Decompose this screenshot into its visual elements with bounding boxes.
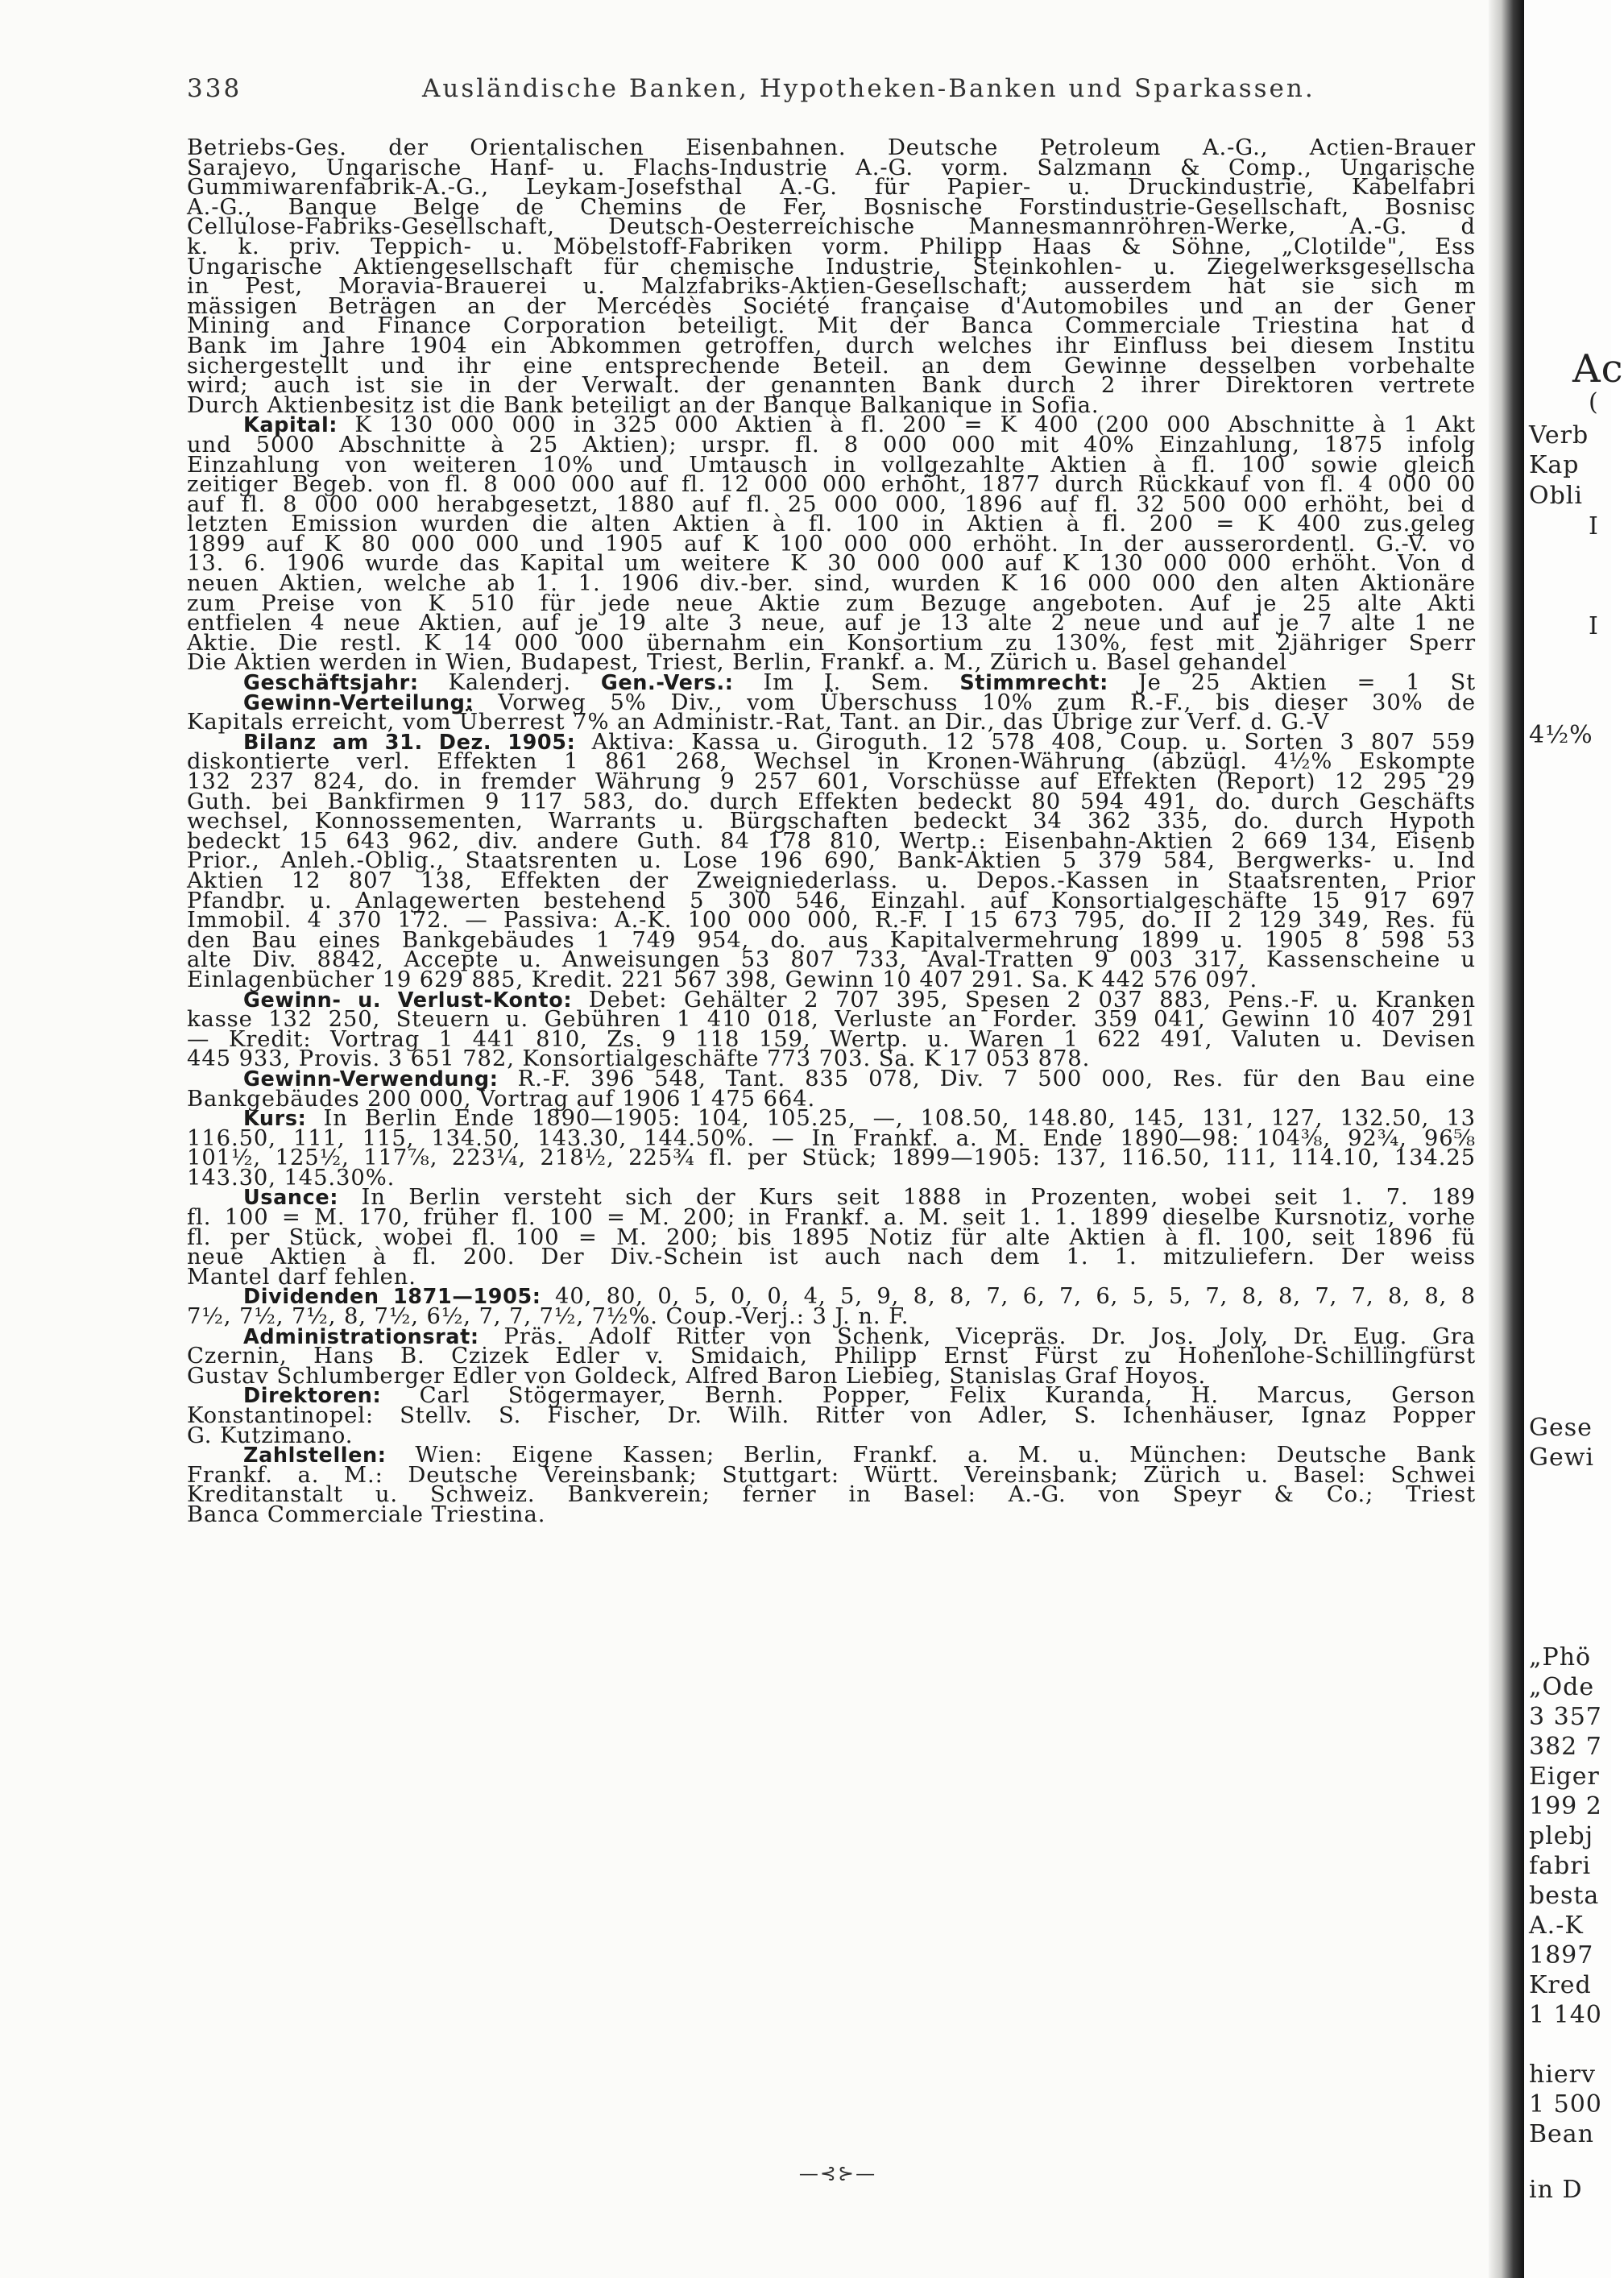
next-page-fragment: I — [1589, 612, 1599, 640]
next-page-fragment: Ac — [1572, 346, 1624, 391]
text-line: wechsel, Konnossementen, Warrants u. Bürgschaften bedeckt 34 362 335, do. durch Hypoth — [187, 809, 1476, 835]
text-line: 132 237 824, do. in fremder Währung 9 257 601, Vorschüsse auf Effekten (Report) 12 295 29 — [187, 769, 1476, 794]
text-line: Konstantinopel: Stellv. S. Fischer, Dr. Wilh. Ritter von Adler, S. Ichenhäuser, Ignaz Popper — [187, 1403, 1476, 1428]
stimmrecht-text: Je 25 Aktien = 1 St — [1108, 670, 1477, 696]
section-label: Gewinn- u. Verlust-Konto: — [243, 988, 573, 1013]
section-text: Aktiva: Kassa u. Giroguth. 12 578 408, Coup. u. Sorten 3 807 559 — [575, 729, 1476, 755]
text-line: letzten Emission wurden die alten Aktien à fl. 100 in Aktien à fl. 200 = K 400 zus.geleg — [187, 512, 1476, 537]
book-page — [187, 66, 1476, 2241]
text-line: Betriebs-Ges. der Orientalischen Eisenbahnen. Deutsche Petroleum A.-G., Actien-Brauer — [187, 135, 1476, 160]
text-line: k. k. priv. Teppich- u. Möbelstoff-Fabriken vorm. Philipp Haas & Söhne, „Clotilde", Ess — [187, 234, 1476, 259]
text-line: Die Aktien werden in Wien, Budapest, Triest, Berlin, Frankf. a. M., Zürich u. Basel gehandel — [187, 650, 1287, 676]
text-line: Bankgebäudes 200 000, Vortrag auf 1906 1 475 664. — [187, 1086, 816, 1112]
section-label: Kurs: — [243, 1107, 307, 1132]
next-page-fragment: plebj — [1529, 1822, 1594, 1850]
text-line: 13. 6. 1906 wurde das Kapital um weitere K 30 000 000 auf K 130 000 000 erhöht. Von d — [187, 551, 1476, 577]
next-page-fragment: 4½% — [1529, 721, 1593, 749]
section-label: Direktoren: — [243, 1384, 382, 1409]
section-text: Präs. Adolf Ritter von Schenk, Vicepräs. Dr. Jos. Joly, Dr. Eug. Gra — [478, 1323, 1476, 1349]
next-page-fragment: Gese — [1529, 1414, 1593, 1442]
text-line: Gustav Schlumberger Edler von Goldeck, Alfred Baron Liebieg, Stanislas Graf Hoyos. — [187, 1363, 1207, 1389]
next-page-fragment: 199 2 — [1529, 1792, 1602, 1820]
page-number: 338 — [187, 74, 242, 103]
geschaeftsjahr-text: Kalenderj. — [418, 670, 571, 696]
next-page-fragment: ( — [1589, 388, 1599, 416]
section-label: Kapital: — [243, 413, 338, 438]
book-spine-shadow — [1489, 0, 1524, 2278]
section-label: Gewinn-Verteilung: — [243, 690, 474, 715]
text-line: Cellulose-Fabriks-Gesellschaft, Deutsch-Oesterreichische Mannesmannröhren-Werke, A.-G. d — [187, 214, 1476, 240]
next-page-fragment: 1897 — [1529, 1941, 1594, 1969]
text-line: kasse 132 250, Steuern u. Gebühren 1 410 018, Verluste an Forder. 359 041, Gewinn 10 407 291 — [187, 1007, 1476, 1033]
text-line: fl. 100 = M. 170, früher fl. 100 = M. 200; in Frankf. a. M. seit 1. 1. 1899 dieselbe Kursnotiz, vorhe — [187, 1205, 1476, 1231]
text-line: fl. per Stück, wobei fl. 100 = M. 200; bis 1895 Notiz für alte Aktien à fl. 100, seit 1896 fü — [187, 1224, 1476, 1250]
text-line: auf fl. 8 000 000 herabgesetzt, 1880 auf fl. 25 000 000, 1896 auf fl. 32 500 000 erhöht, bei d — [187, 491, 1476, 517]
section-label: Zahlstellen: — [243, 1443, 387, 1468]
text-line: neue Aktien à fl. 200. Der Div.-Schein ist auch nach dem 1. 1. mitzuliefern. Der weiss — [187, 1245, 1476, 1270]
section-label: Usance: — [243, 1186, 339, 1211]
next-page-fragment: Obli — [1529, 482, 1583, 510]
next-page-fragment: „Ode — [1529, 1673, 1595, 1701]
text-line: Bank im Jahre 1904 ein Abkommen getroffen, durch welches ihr Einfluss bei diesem Institu — [187, 333, 1476, 358]
next-page-fragment: Verb — [1529, 421, 1589, 449]
section-label: Administrationsrat: — [243, 1324, 479, 1349]
next-page-fragment: Eiger — [1529, 1762, 1600, 1791]
text-line: A.-G., Banque Belge de Chemins de Fer, Bosnische Forstindustrie-Gesellschaft, Bosnisc — [187, 194, 1476, 220]
next-page-fragment: in D — [1529, 2176, 1583, 2204]
section-text: R.-F. 396 548, Tant. 835 078, Div. 7 500 000, Res. für den Bau eine — [498, 1066, 1476, 1091]
section-text: In Berlin Ende 1890—1905: 104, 105.25, —, 108.50, 148.80, 145, 131, 127, 132.50, 13 — [306, 1106, 1476, 1132]
text-line: 116.50, 111, 115, 134.50, 143.30, 144.50%. — In Frankf. a. M. Ende 1890—98: 104⅜, 92¾, 96⅝ — [187, 1125, 1476, 1151]
text-line: Czernin, Hans B. Czizek Edler v. Smidaich, Philipp Ernst Fürst zu Hohenlohe-Schillingfürst — [187, 1344, 1476, 1369]
text-line: wird; auch ist sie in der Verwalt. der genannten Bank durch 2 ihrer Direktoren vertrete — [187, 373, 1476, 399]
section-text: K 130 000 000 in 325 000 Aktien à fl. 200 = K 400 (200 000 Abschnitte à 1 Akt — [338, 412, 1476, 438]
text-line: sichergestellt und ihr eine entsprechende Beteil. an dem Gewinne desselben vorbehalte — [187, 353, 1476, 379]
section-text: In Berlin versteht sich der Kurs seit 1888 in Prozenten, wobei seit 1. 7. 189 — [338, 1185, 1476, 1211]
text-line: 7½, 7½, 7½, 8, 7½, 6½, 7, 7, 7½, 7½%. Coup.-Verj.: 3 J. n. F. — [187, 1304, 909, 1330]
dividenden-section — [187, 1284, 1476, 1330]
text-line: Gummiwarenfabrik-A.-G., Leykam-Josefsthal A.-G. für Papier- u. Druckindustrie, Kabelfabri — [187, 175, 1476, 201]
next-page-fragment: Kred — [1529, 1971, 1592, 1999]
next-page-fragment: Kap — [1529, 451, 1580, 479]
section-label: Bilanz am 31. Dez. 1905: — [243, 730, 576, 755]
section-text: 40, 80, 0, 5, 0, 0, 4, 5, 9, 8, 8, 7, 6, 7, 6, 5, 5, 7, 8, 8, 7, 7, 8, 8, 8 — [541, 1284, 1476, 1310]
tail-ornament: —⊰⊱— — [798, 2162, 877, 2185]
usance-section — [187, 1185, 1476, 1290]
next-page-fragment: 1 500 — [1529, 2090, 1602, 2119]
section-text: Wien: Eigene Kassen; Berlin, Frankf. a. M. u. München: Deutsche Bank — [386, 1443, 1476, 1468]
text-line: in Pest, Moravia-Brauerei u. Malzfabriks-Aktien-Gesellschaft; ausserdem hat sie sich m — [187, 274, 1476, 300]
text-line: 445 933, Provis. 3 651 782, Konsortialgeschäfte 773 703. Sa. K 17 053 878. — [187, 1046, 1091, 1072]
text-line: entfielen 4 neue Aktien, auf je 19 alte 3 neue, auf je 13 alte 2 neue und auf je 7 alte 1 ne — [187, 611, 1476, 636]
next-page-fragment: hierv — [1529, 2061, 1596, 2089]
text-line: alte Div. 8842, Accepte u. Anweisungen 53 807 733, Aval-Tratten 9 003 317, Kassenscheine u — [187, 947, 1476, 973]
running-title: Ausländische Banken, Hypotheken-Banken und Sparkassen. — [422, 74, 1315, 103]
section-text: Carl Stögermayer, Bernh. Popper, Felix Kuranda, H. Marcus, Gerson — [381, 1383, 1476, 1409]
text-line: Mining and Finance Corporation beteiligt. Mit der Banca Commerciale Triestina hat d — [187, 313, 1476, 339]
section-label: Dividenden 1871—1905: — [243, 1285, 541, 1310]
text-line: diskontierte verl. Effekten 1 861 268, Wechsel in Kronen-Währung (abzügl. 4½% Eskompte — [187, 749, 1476, 775]
next-page-fragment: Gewi — [1529, 1443, 1594, 1472]
text-line: Aktien 12 807 138, Effekten der Zweigniederlass. u. Depos.-Kassen in Staatsrenten, Prior — [187, 868, 1476, 893]
text-line: Einzahlung von weiteren 10% und Umtausch in vollgezahlte Aktien à fl. 100 sowie gleich — [187, 452, 1476, 478]
section-text: Vorweg 5% Div., vom Überschuss 10% zum R.-F., bis dieser 30% de — [474, 690, 1476, 715]
next-page-fragment: 3 357 — [1529, 1703, 1602, 1731]
text-line: Guth. bei Bankfirmen 9 117 583, do. durch Effekten bedeckt 80 594 491, do. durch Geschäfts — [187, 789, 1476, 814]
gen-vers-text: Im I. Sem. — [733, 670, 930, 696]
text-line: 143.30, 145.30%. — [187, 1165, 396, 1191]
section-text: Debet: Gehälter 2 707 395, Spesen 2 037 883, Pens.-F. u. Kranken — [572, 987, 1476, 1013]
text-line: zum Preise von K 510 für jede neue Aktie zum Bezuge angeboten. Auf je 25 alte Akti — [187, 590, 1476, 616]
text-line: und 5000 Abschnitte à 25 Aktien); urspr. fl. 8 000 000 mit 40% Einzahlung, 1875 infolg — [187, 432, 1476, 458]
text-line: bedeckt 15 643 962, div. andere Guth. 84 178 810, Wertp.: Eisenbahn-Aktien 2 669 134, Eisenb — [187, 828, 1476, 854]
text-line: Durch Aktienbesitz ist die Bank beteiligt an der Banque Balkanique in Sofia. — [187, 392, 1100, 418]
zahlstellen-section — [187, 1443, 1476, 1527]
gewinn-verlust-section — [187, 987, 1476, 1072]
administrationsrat-section — [187, 1323, 1476, 1389]
text-line: G. Kutzimano. — [187, 1423, 354, 1448]
gewinn-verwendung-section — [187, 1066, 1476, 1112]
direktoren-section — [187, 1383, 1476, 1448]
text-line: Sarajevo, Ungarische Hanf- u. Flachs-Industrie A.-G. vorm. Salzmann & Comp., Ungarische — [187, 155, 1476, 180]
next-page-fragment: Bean — [1529, 2120, 1595, 2148]
gewinn-verteilung-section — [187, 690, 1476, 735]
text-line: Aktie. Die restl. K 14 000 000 übernahm ein Konsortium zu 130%, fest mit 2jähriger Sperr — [187, 630, 1476, 656]
next-page-fragment: fabri — [1529, 1852, 1592, 1880]
next-page-fragment: I — [1589, 512, 1599, 541]
next-page-fragment: besta — [1529, 1882, 1600, 1910]
text-line: Einlagenbücher 19 629 885, Kredit. 221 567 398, Gewinn 10 407 291. Sa. K 442 576 097. — [187, 967, 1258, 992]
text-line: Kapitals erreicht, vom Überrest 7% an Administr.-Rat, Tant. an Dir., das Übrige zur Verf. d. G.-V — [187, 710, 1330, 735]
text-line: Frankf. a. M.: Deutsche Vereinsbank; Stuttgart: Württ. Vereinsbank; Zürich u. Basel: Schwei — [187, 1462, 1476, 1488]
page-header — [187, 66, 1476, 118]
next-page-fragment: „Phö — [1529, 1643, 1592, 1671]
bilanz-section — [187, 729, 1476, 992]
section-label: Gewinn-Verwendung: — [243, 1067, 499, 1091]
text-line: zeitiger Begeb. von fl. 8 000 000 auf fl. 12 000 000 erhöht, 1877 durch Rückkauf von fl. 4 000 00 — [187, 472, 1476, 498]
text-line: Kreditanstalt u. Schweiz. Bankverein; ferner in Basel: A.-G. von Speyr & Co.; Triest — [187, 1482, 1476, 1508]
kurs-section — [187, 1106, 1476, 1191]
text-line: neuen Aktien, welche ab 1. 1. 1906 div.-ber. sind, wurden K 16 000 000 den alten Aktionäre — [187, 571, 1476, 597]
text-line: Pfandbr. u. Anlagewerten bestehend 5 300 546, Einzahl. auf Konsortialgeschäfte 15 917 697 — [187, 888, 1476, 913]
next-page-edge — [1524, 0, 1624, 2278]
next-page-fragment: 382 7 — [1529, 1733, 1602, 1761]
text-line: 101½, 125½, 117⅞, 223¼, 218½, 225¾ fl. per Stück; 1899—1905: 137, 116.50, 111, 114.10, 134.25 — [187, 1145, 1476, 1171]
text-line: Banca Commerciale Triestina. — [187, 1501, 546, 1527]
text-line: — Kredit: Vortrag 1 441 810, Zs. 9 118 159, Wertp. u. Waren 1 622 491, Valuten u. Devisen — [187, 1026, 1476, 1052]
text-line: den Bau eines Bankgebäudes 1 749 954, do. aus Kapitalvermehrung 1899 u. 1905 8 598 53 — [187, 927, 1476, 953]
geschaeftsjahr-label: Geschäftsjahr: — [243, 671, 419, 696]
text-line: mässigen Beträgen an der Mercédès Société française d'Automobiles und an der Gener — [187, 293, 1476, 319]
text-line: Ungarische Aktiengesellschaft für chemische Industrie, Steinkohlen- u. Ziegelwerksgesellscha — [187, 254, 1476, 280]
text-line: 1899 auf K 80 000 000 und 1905 auf K 100 000 000 erhöht. In der ausserordentl. G.-V. vo — [187, 531, 1476, 557]
text-line: Prior., Anleh.-Oblig., Staatsrenten u. Lose 196 690, Bank-Aktien 5 379 584, Bergwerks- u. Ind — [187, 848, 1476, 874]
page-body — [187, 135, 1477, 1527]
stimmrecht-label: Stimmrecht: — [959, 671, 1108, 696]
gen-vers-label: Gen.-Vers.: — [600, 671, 734, 696]
kapital-section — [187, 412, 1476, 676]
text-line: Mantel darf fehlen. — [187, 1264, 416, 1290]
next-page-fragment: A.-K — [1529, 1911, 1584, 1940]
text-line: Immobil. 4 370 172. — Passiva: A.-K. 100 000 000, R.-F. I 15 673 795, do. II 2 129 349, Res. fü — [187, 908, 1476, 934]
next-page-fragment: 1 140 — [1529, 2001, 1602, 2029]
intro-paragraph — [187, 135, 1476, 418]
